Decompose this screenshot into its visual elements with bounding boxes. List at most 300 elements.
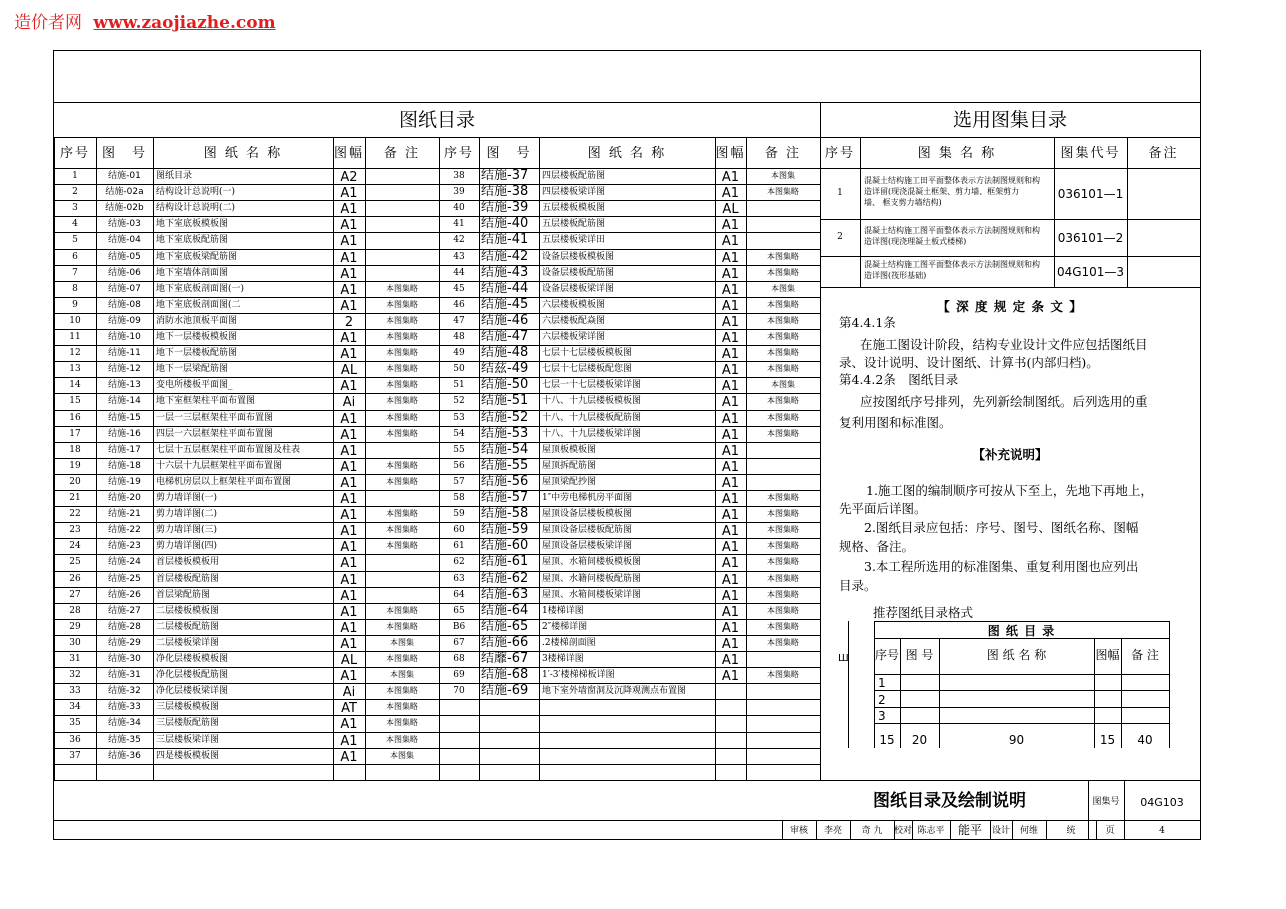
format-row-no: 2 bbox=[878, 692, 886, 707]
right-row-code: 结施-44 bbox=[481, 280, 529, 296]
left-row-remark: 本图集略 bbox=[386, 509, 418, 519]
left-row-name: 剪力墙详图(三) bbox=[156, 525, 218, 536]
clause-1-text-line1: 在施工图设计阶段，结构专业设计文件应包括图纸目 bbox=[860, 337, 1148, 352]
left-row-remark: 本图集 bbox=[390, 670, 414, 680]
right-row-no: 54 bbox=[453, 428, 465, 439]
right-row-no: B6 bbox=[452, 621, 466, 632]
left-row-size: A1 bbox=[340, 588, 358, 604]
right-row-no: 67 bbox=[453, 637, 465, 648]
right-row-remark: 本图集略 bbox=[767, 509, 799, 519]
right-row-size: A1 bbox=[721, 282, 740, 298]
right-row-size: A1 bbox=[721, 556, 740, 572]
rule-line bbox=[1088, 780, 1089, 840]
rule-line bbox=[54, 699, 820, 700]
rule-line bbox=[912, 820, 913, 840]
left-row-no: 12 bbox=[69, 348, 81, 359]
right-header-3: 图幅 bbox=[715, 146, 746, 161]
format-row-no: 1 bbox=[878, 676, 886, 690]
right-row-code: 结施-64 bbox=[481, 602, 529, 618]
rule-line bbox=[54, 683, 820, 684]
right-row-no: 48 bbox=[453, 332, 465, 342]
left-row-size: A1 bbox=[340, 636, 358, 652]
rule-line bbox=[54, 345, 820, 346]
left-row-no: 36 bbox=[69, 734, 81, 745]
right-row-size: A1 bbox=[721, 234, 740, 250]
atlas-row-name-line: 墙、 框支剪力墙结构) bbox=[864, 198, 942, 207]
left-row-no: 15 bbox=[69, 396, 81, 407]
left-row-remark: 本图集略 bbox=[386, 734, 418, 744]
right-row-size: A1 bbox=[721, 572, 740, 588]
left-row-name: 三层楼板模板图 bbox=[156, 702, 220, 713]
left-row-remark: 本图集略 bbox=[386, 283, 418, 293]
right-row-name: 屋顶梁配抄图 bbox=[542, 476, 597, 487]
right-row-name: 屋顶、水籍问楼板配筋图 bbox=[542, 573, 642, 584]
left-row-no: 19 bbox=[69, 460, 81, 471]
left-row-name: 三层楼版配筋图 bbox=[156, 718, 220, 729]
right-row-remark: 本图集略 bbox=[767, 573, 799, 583]
left-row-name: 二层楼板模板图 bbox=[156, 605, 220, 616]
right-row-size: A1 bbox=[721, 669, 740, 685]
right-row-no: 41 bbox=[453, 219, 465, 230]
right-row-name: 屋顶拆配筋图 bbox=[542, 460, 597, 471]
rule-line bbox=[950, 820, 951, 840]
rule-line bbox=[54, 410, 820, 411]
left-row-remark: 本图集略 bbox=[386, 621, 418, 631]
right-row-remark: 本图集略 bbox=[767, 315, 799, 325]
left-row-name: 地下室底板剖面图(二 bbox=[156, 299, 241, 310]
atlas-no: 04G103 bbox=[1140, 796, 1184, 809]
checker-signature: 能平 bbox=[957, 823, 982, 837]
left-row-no: 3 bbox=[72, 203, 78, 214]
left-row-remark: 本图集略 bbox=[386, 476, 418, 486]
rule-line bbox=[816, 820, 817, 840]
left-row-name: 消防水池顶板平面图 bbox=[156, 315, 238, 326]
right-row-code: 结施-53 bbox=[481, 425, 529, 441]
right-row-size: A1 bbox=[721, 459, 740, 475]
rule-line bbox=[54, 297, 820, 298]
left-row-no: 5 bbox=[72, 235, 78, 246]
supplement-3-line1: 3.本工程所选用的标准图集、重复利用图也应列出 bbox=[864, 559, 1139, 574]
left-row-no: 33 bbox=[69, 686, 81, 697]
format-table-side-mark: Ш bbox=[838, 653, 849, 664]
left-row-size: A1 bbox=[340, 492, 358, 507]
right-row-no: 43 bbox=[453, 251, 465, 262]
left-row-size: Ai bbox=[342, 395, 356, 411]
checker-name: 陈志平 bbox=[917, 826, 945, 836]
right-row-code: 结施-48 bbox=[481, 345, 529, 361]
left-row-remark: 本图集略 bbox=[386, 686, 418, 696]
rule-line bbox=[54, 603, 820, 604]
left-row-size: A1 bbox=[340, 250, 358, 266]
watermark-url-link[interactable]: www.zaojiazhe.com bbox=[93, 13, 276, 33]
right-row-size: A1 bbox=[721, 170, 740, 185]
rule-line bbox=[54, 200, 820, 201]
right-header-0: 序号 bbox=[443, 146, 474, 161]
rule-line bbox=[1012, 820, 1013, 840]
rule-line bbox=[54, 651, 820, 652]
review-label: 审核 bbox=[789, 826, 808, 836]
right-row-remark: 本图集 bbox=[771, 283, 795, 293]
right-row-code: 结施-46 bbox=[481, 312, 529, 328]
left-row-size: AL bbox=[340, 653, 358, 668]
depth-rules-heading: 【 深 度 规 定 条 文 】 bbox=[937, 299, 1083, 314]
left-header-4: 备 注 bbox=[383, 146, 421, 161]
atlas-header-3: 备注 bbox=[1148, 146, 1179, 161]
left-row-remark: 本图集略 bbox=[386, 702, 418, 712]
left-row-code: 结施-20 bbox=[108, 493, 141, 503]
format-header-4: 备 注 bbox=[1131, 648, 1159, 662]
right-row-name: 1′-3′楼梯梯板详图 bbox=[542, 670, 615, 681]
atlas-no-label: 图集号 bbox=[1092, 797, 1120, 807]
left-row-no: 6 bbox=[72, 251, 78, 262]
left-row-remark: 本图集略 bbox=[386, 654, 418, 663]
left-row-name: 二层楼板配筋图 bbox=[156, 621, 220, 632]
left-row-name: 十六层十九层框架柱平面布置图 bbox=[156, 460, 283, 471]
left-row-remark: 本图集略 bbox=[386, 332, 418, 341]
left-row-remark: 本图集略 bbox=[386, 412, 418, 422]
left-row-name: 四层一六层框架柱平面布置图 bbox=[156, 428, 274, 439]
right-row-size: A1 bbox=[721, 331, 740, 346]
rule-line bbox=[54, 474, 820, 475]
right-row-code: 结施-51 bbox=[481, 393, 529, 409]
left-row-remark: 本图集略 bbox=[386, 525, 418, 535]
right-header-1: 图 号 bbox=[486, 146, 532, 161]
left-row-size: A1 bbox=[340, 186, 358, 202]
supplement-2-line2: 规格、备注。 bbox=[839, 539, 915, 554]
left-row-code: 结施-33 bbox=[108, 702, 141, 713]
rule-line bbox=[820, 287, 1200, 288]
rule-line bbox=[990, 820, 991, 840]
supplement-3-line2: 目录。 bbox=[839, 578, 877, 593]
right-row-code: 结施-47 bbox=[481, 329, 529, 344]
left-row-no: 31 bbox=[69, 654, 81, 664]
left-row-name: 地下室底板配筋图 bbox=[156, 235, 229, 246]
right-row-remark: 本图集略 bbox=[767, 493, 799, 502]
right-row-name: 1楼梯详图 bbox=[542, 605, 584, 616]
right-row-remark: 本图集略 bbox=[767, 637, 799, 647]
right-row-remark: 本图集略 bbox=[767, 525, 799, 535]
right-row-size: A1 bbox=[721, 443, 740, 459]
left-row-no: 13 bbox=[69, 364, 81, 375]
left-row-no: 24 bbox=[69, 541, 81, 552]
right-header-4: 备 注 bbox=[764, 146, 802, 161]
right-row-remark: 本图集略 bbox=[767, 251, 799, 261]
left-row-name: 结构设计总说明(一) bbox=[156, 187, 236, 198]
left-row-size: AT bbox=[341, 701, 357, 717]
right-row-remark: 本图集略 bbox=[767, 428, 799, 438]
left-row-no: 26 bbox=[69, 573, 81, 584]
right-row-code: 结蘼-67 bbox=[481, 651, 529, 666]
left-row-size: A1 bbox=[340, 540, 358, 556]
left-row-name: 七层十五层框架柱平面布置图及柱表 bbox=[156, 444, 301, 455]
right-row-size: AL bbox=[722, 202, 739, 218]
left-row-size: A1 bbox=[340, 572, 358, 588]
right-row-code: 结施-63 bbox=[481, 586, 529, 602]
right-row-name: 五层楼板模板图 bbox=[542, 203, 606, 214]
watermark-site-name: 造价者网 bbox=[14, 13, 82, 33]
left-row-remark: 本图集略 bbox=[386, 605, 418, 615]
left-row-size: A1 bbox=[340, 347, 358, 363]
left-row-code: 结施-02b bbox=[105, 203, 144, 214]
left-row-no: 10 bbox=[69, 315, 81, 326]
right-row-code: 结施-68 bbox=[481, 667, 529, 683]
rule-line bbox=[54, 587, 820, 588]
left-row-code: 结施-27 bbox=[108, 605, 141, 616]
right-row-size: A1 bbox=[721, 524, 740, 540]
right-row-size: A1 bbox=[721, 250, 740, 266]
left-row-name: 地下一层楼板模板图 bbox=[156, 332, 238, 342]
designer-name: 何维 bbox=[1019, 826, 1038, 836]
right-row-no: 40 bbox=[453, 203, 465, 214]
right-row-name: 屋顶、水箱间楼板梁详图 bbox=[542, 589, 642, 600]
rule-line bbox=[1046, 820, 1047, 840]
right-row-remark: 本图集略 bbox=[767, 348, 799, 358]
right-row-size: A1 bbox=[721, 266, 740, 282]
rule-line bbox=[54, 635, 820, 636]
right-row-no: 52 bbox=[453, 396, 465, 407]
left-row-code: 结施-30 bbox=[108, 654, 141, 664]
left-row-remark: 本图集略 bbox=[386, 718, 418, 728]
left-row-name: 剪力墙详图(四) bbox=[156, 541, 218, 552]
atlas-row-name-line: 混凝土结构施工图平面整体表示方法制图规则和构 bbox=[864, 259, 1040, 269]
right-row-remark: 本图集略 bbox=[767, 589, 799, 599]
left-row-no: 4 bbox=[72, 219, 78, 230]
atlas-row-code: 036101—2 bbox=[1057, 230, 1124, 245]
left-row-remark: 本图集 bbox=[390, 637, 414, 647]
left-row-name: 二层楼板梁详图 bbox=[156, 637, 220, 648]
right-row-code: 结施-57 bbox=[481, 490, 529, 505]
right-row-no: 46 bbox=[453, 299, 465, 310]
rule-line bbox=[874, 707, 1169, 708]
right-row-name: 十八、十九层楼板模板图 bbox=[542, 396, 642, 407]
atlas-header-2: 图集代号 bbox=[1060, 146, 1121, 161]
rule-line bbox=[848, 621, 849, 748]
right-row-no: 55 bbox=[453, 444, 465, 455]
left-row-size: A1 bbox=[340, 620, 358, 636]
atlas-row-code: 036101—1 bbox=[1057, 186, 1124, 201]
supplement-1-line2: 先平面后详图。 bbox=[839, 501, 927, 516]
left-row-code: 结施-24 bbox=[108, 557, 141, 568]
left-row-size: A1 bbox=[340, 475, 358, 491]
left-row-size: A1 bbox=[340, 604, 358, 620]
format-width-0: 15 bbox=[879, 733, 895, 747]
left-row-size: AL bbox=[340, 363, 358, 379]
left-row-remark: 本图集略 bbox=[386, 315, 418, 325]
right-row-no: 50 bbox=[453, 364, 465, 375]
atlas-header-1: 图 集 名 称 bbox=[917, 146, 997, 161]
rule-line bbox=[54, 393, 820, 394]
left-row-size: A1 bbox=[340, 234, 358, 250]
left-row-no: 30 bbox=[69, 637, 81, 648]
right-row-code: 结施-65 bbox=[481, 618, 529, 634]
right-row-name: 五层楼板梁详田 bbox=[542, 235, 606, 246]
rule-line bbox=[1169, 621, 1170, 748]
rule-line bbox=[894, 820, 895, 840]
right-row-no: 61 bbox=[453, 541, 465, 552]
right-row-size: A1 bbox=[721, 427, 740, 443]
rule-line bbox=[54, 506, 820, 507]
right-row-no: 60 bbox=[453, 525, 465, 536]
page-label: 页 bbox=[1105, 826, 1115, 836]
right-row-code: 结施-43 bbox=[481, 264, 529, 280]
right-row-size: A1 bbox=[721, 347, 740, 363]
right-row-name: 十八、十九层楼板配筋图 bbox=[542, 412, 642, 423]
left-row-no: 34 bbox=[69, 702, 81, 713]
rule-line bbox=[820, 256, 1200, 257]
right-row-no: 56 bbox=[453, 460, 465, 471]
right-row-remark: 本图集略 bbox=[767, 396, 799, 406]
left-row-no: 28 bbox=[69, 605, 81, 616]
right-row-code: 结施-62 bbox=[481, 570, 529, 586]
left-row-remark: 本图集略 bbox=[386, 541, 418, 551]
left-row-no: 22 bbox=[69, 509, 81, 520]
left-row-size: 2 bbox=[344, 314, 354, 330]
rule-line bbox=[54, 715, 820, 716]
left-row-name: 地下室底板梁配筋图 bbox=[156, 251, 238, 262]
left-row-code: 结施-06 bbox=[108, 267, 141, 278]
rule-line bbox=[54, 442, 820, 443]
rule-line bbox=[54, 571, 820, 572]
right-row-remark: 本图集略 bbox=[767, 605, 799, 615]
right-row-size: A1 bbox=[721, 186, 740, 202]
left-row-code: 结施-12 bbox=[108, 364, 141, 375]
right-row-remark: 本图集略 bbox=[767, 364, 799, 374]
rule-line bbox=[54, 426, 820, 427]
right-row-size: A1 bbox=[721, 588, 740, 604]
left-row-size: A1 bbox=[340, 556, 358, 572]
left-row-size: A1 bbox=[340, 202, 358, 218]
left-row-remark: 本图集略 bbox=[386, 348, 418, 358]
right-row-size: A1 bbox=[721, 395, 740, 411]
right-row-remark: 本图集略 bbox=[767, 187, 799, 197]
rule-line bbox=[54, 281, 820, 282]
right-row-size: A1 bbox=[721, 363, 740, 379]
rule-line bbox=[54, 764, 820, 765]
right-row-name: 2″楼梯详图 bbox=[542, 621, 588, 632]
left-header-3: 图幅 bbox=[333, 146, 364, 161]
left-row-size: A1 bbox=[340, 298, 358, 314]
right-row-name: 四层楼板梁详图 bbox=[542, 187, 606, 198]
left-row-code: 结施-22 bbox=[108, 525, 141, 536]
left-row-size: A1 bbox=[340, 749, 358, 765]
right-row-no: 68 bbox=[453, 654, 465, 664]
left-row-remark: 本图集略 bbox=[386, 396, 418, 406]
right-row-size: A1 bbox=[721, 298, 740, 314]
left-row-size: A1 bbox=[340, 733, 358, 749]
left-row-size: A1 bbox=[340, 524, 358, 540]
left-row-name: 变电所楼板平面图_ bbox=[156, 380, 233, 391]
left-row-remark: 本图集略 bbox=[386, 460, 418, 470]
left-row-name: 四是楼板模板图 bbox=[156, 750, 220, 761]
left-row-size: A1 bbox=[340, 218, 358, 234]
left-row-no: 27 bbox=[69, 589, 81, 600]
right-row-no: 59 bbox=[453, 509, 465, 520]
watermark bbox=[14, 8, 276, 33]
rule-line bbox=[54, 232, 820, 233]
left-row-size: A2 bbox=[340, 170, 358, 185]
clause-2-label: 第4.4.2条 图纸目录 bbox=[839, 372, 959, 387]
right-row-name: 四层楼板配筋图 bbox=[542, 171, 606, 181]
left-row-no: 1 bbox=[72, 171, 78, 181]
rule-line bbox=[54, 313, 820, 314]
right-row-name: 六层楼板配焱图 bbox=[542, 315, 606, 326]
right-row-name: .2楼梯剖面图 bbox=[542, 637, 596, 648]
right-row-name: 屋顶设备层楼板配筋图 bbox=[542, 525, 633, 536]
left-row-name: 图纸目录 bbox=[156, 171, 193, 181]
left-row-no: 9 bbox=[72, 299, 78, 310]
left-row-code: 结施-05 bbox=[108, 251, 141, 262]
left-row-name: 首层梁配筋图 bbox=[156, 589, 211, 600]
left-row-code: 结施-29 bbox=[108, 637, 141, 648]
left-header-1: 图 号 bbox=[101, 146, 147, 161]
rule-line bbox=[874, 674, 1169, 675]
right-row-remark: 本图集略 bbox=[767, 299, 799, 309]
rule-line bbox=[54, 554, 820, 555]
clause-1-text-line2: 录、设计说明、设计图纸、计算书(内部归档)。 bbox=[839, 355, 1099, 370]
supplement-1-line1: 1.施工图的编制顺序可按从下至上，先地下再地上， bbox=[866, 483, 1153, 498]
rule-line bbox=[54, 619, 820, 620]
rule-line bbox=[54, 667, 820, 668]
right-row-name: 3楼梯详图 bbox=[542, 654, 584, 664]
left-row-size: A1 bbox=[340, 669, 358, 685]
right-row-name: 七层一十七层楼板梁详图 bbox=[542, 380, 642, 391]
rule-line bbox=[54, 216, 820, 217]
format-header-3: 图幅 bbox=[1095, 648, 1120, 662]
left-row-no: 8 bbox=[72, 283, 78, 294]
right-row-size: A1 bbox=[721, 604, 740, 620]
left-row-code: 结施-25 bbox=[108, 573, 141, 584]
clause-2-text-line2: 复利用图和标准图。 bbox=[839, 415, 952, 430]
right-row-name: 七层十七层楼板模板图 bbox=[542, 348, 633, 359]
right-row-code: 结施-56 bbox=[481, 473, 529, 489]
right-row-no: 62 bbox=[453, 557, 465, 568]
left-row-remark: 本图集略 bbox=[386, 380, 418, 390]
left-row-no: 20 bbox=[69, 476, 81, 487]
atlas-header-0: 序号 bbox=[824, 146, 855, 161]
right-row-name: 五层楼板配筋图 bbox=[542, 219, 606, 230]
left-row-name: 地下室墙体剖面图 bbox=[156, 267, 229, 278]
left-row-code: 结施-32 bbox=[108, 686, 141, 697]
left-row-code: 结施-26 bbox=[108, 589, 141, 600]
right-row-code: 结施-41 bbox=[481, 232, 529, 248]
left-row-name: 首层楼板模板用 bbox=[156, 557, 220, 568]
left-row-remark: 本图集略 bbox=[386, 299, 418, 309]
rule-line bbox=[820, 168, 1200, 169]
left-row-code: 结施-04 bbox=[108, 235, 141, 246]
right-row-code: 结施-55 bbox=[481, 457, 529, 473]
left-row-no: 23 bbox=[69, 525, 81, 536]
rule-line bbox=[874, 638, 1169, 639]
right-row-no: 39 bbox=[453, 187, 465, 198]
left-row-code: 结施-08 bbox=[108, 299, 141, 310]
right-row-remark: 本图集略 bbox=[767, 541, 799, 551]
rule-line bbox=[54, 820, 1200, 821]
right-row-no: 45 bbox=[453, 283, 465, 294]
right-row-code: 结施-60 bbox=[481, 538, 529, 554]
supplement-2-line1: 2.图纸目录应包括：序号、图号、图纸名称、图幅 bbox=[864, 520, 1139, 535]
left-row-name: 三层楼板梁详图 bbox=[156, 734, 220, 745]
right-row-name: 设备层楼板梁详图 bbox=[542, 283, 615, 294]
left-row-no: 32 bbox=[69, 670, 81, 681]
sheet-title: 图纸目录及绘制说明 bbox=[873, 791, 1026, 811]
left-row-no: 16 bbox=[69, 412, 81, 423]
format-width-3: 15 bbox=[1099, 733, 1116, 747]
right-row-name: 地下室外墙窗洞及沉降观测点布置图 bbox=[542, 686, 687, 697]
rule-line bbox=[874, 621, 875, 748]
left-header-2: 图 纸 名 称 bbox=[203, 146, 283, 161]
right-row-size: A1 bbox=[721, 411, 740, 427]
right-row-name: 1″中劳电梯机房平面图 bbox=[542, 493, 633, 503]
